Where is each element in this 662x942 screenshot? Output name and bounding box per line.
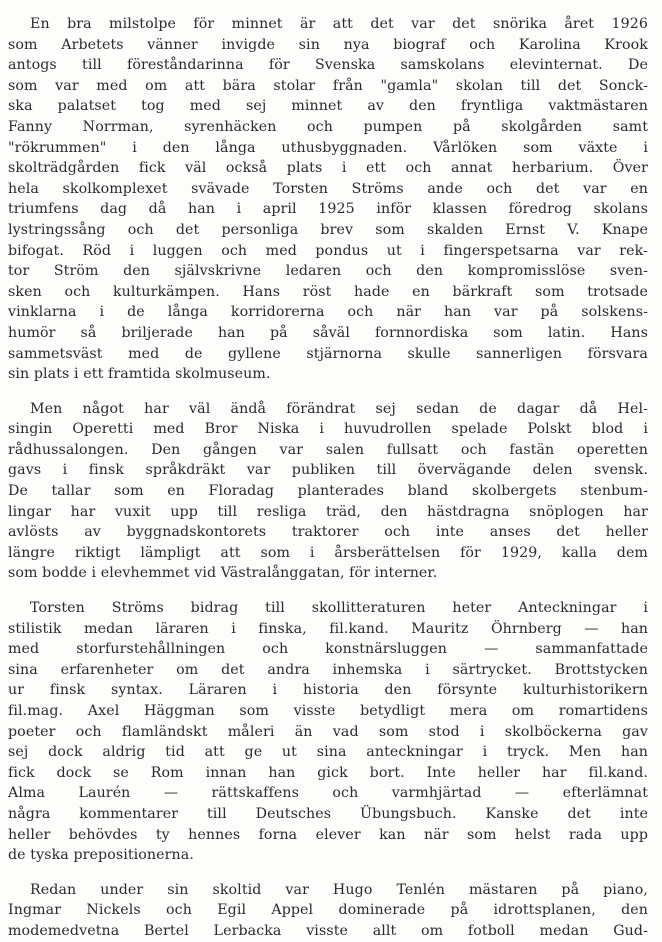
text-line: med storfurstehållningen och konstnärsluggen — sammanfattade [8,641,648,658]
paragraph-gap [8,584,648,598]
text-line: sin plats i ett framtida skolmuseum. [8,366,271,383]
text-line: fil.mag. Axel Häggman som visste betydligt mera om romartidens [8,703,648,719]
text-line: Redan under sin skoltid var Hugo Tenlén mästaren på piano, [30,881,648,898]
paragraph-2 [8,399,648,584]
text-line: några kommentarer till Deutsches Übungsbuch. Kanske det inte [8,805,648,822]
text-line: Men något har väl ändå förändrat sej sedan de dagar då Hel- [30,400,648,417]
text-line: bifogat. Röd i luggen och med pondus ut i fingerspetsarna var rek- [8,242,648,259]
paragraph-3 [8,598,648,866]
text-line: vinklarna i de långa korridorerna och när han var på solskens- [8,304,648,321]
paragraph-gap [8,385,648,399]
text-line: heller behövdes ty hennes forna elever kan när som helst rada upp [8,826,648,843]
text-line: som Arbetets vänner invigde sin nya biograf och Karolina Krook [8,36,648,53]
text-line: hela skolkomplexet svävade Torsten Ströms ande och det var en [8,180,648,197]
text-line: Torsten Ströms bidrag till skollitteraturen heter Anteckningar i [30,600,648,617]
text-line: skolträdgården fick väl också plats i ett och annat herbarium. Över [8,160,648,177]
text-line: rådhussalongen. Den gången var salen fullsatt och fastän operetten [8,441,648,458]
paragraph-gap [8,866,648,880]
text-line: fick dock se Rom innan han gick bort. Inte heller har fil.kand. [8,764,648,781]
text-line: triumfens dag då han i april 1925 inför klassen föredrog skolans [8,201,648,218]
text-line: som var med om att bära stolar från "gamla" skolan till det Sonck- [8,77,648,94]
text-line: längre riktigt lämpligt att som i årsberättelsen för 1929, kalla dem [8,544,648,561]
text-line: stilistik medan läraren i finska, fil.kand. Mauritz Öhrnberg — han [8,620,648,637]
text-line: som bodde i elevhemmet vid Västralånggatan, för interner. [8,565,438,582]
text-line: avlösts av byggnadskontorets traktorer och inte anses det heller [8,524,648,541]
text-line: Fanny Norrman, syrenhäcken och pumpen på skolgården samt [8,118,648,135]
text-line: modemedvetna Bertel Lerbacka visste allt om fotboll medan Gud- [8,922,648,939]
text-line: ur finsk syntax. Läraren i historia den försynte kulturhistorikern [8,682,648,699]
text-line: poeter och flamländskt måleri än vad som stod i skolböckerna gav [8,723,648,740]
text-line: sina erfarenheter om det andra inhemska i särtrycket. Brottstycken [8,661,648,678]
text-line: sammetsväst med de gyllene stjärnorna skulle sannerligen försvara [8,345,648,362]
text-line: lystringssång och det personliga brev som skalden Ernst V. Knape [8,221,648,238]
text-line: humör så briljerade han på såväl fornnordiska som latin. Hans [8,324,648,341]
text-line: tor Ström den självskrivne ledaren och den kompromisslöse sven- [8,263,648,280]
paragraph-1 [8,14,648,385]
text-line: Ingmar Nickels och Egil Appel dominerade på idrottsplanen, den [8,902,648,919]
text-line: ska palatset tog med sej minnet av den fryntliga vaktmästaren [8,98,648,115]
paragraph-4 [8,880,648,942]
text-line: sken och kulturkämpen. Hans röst hade en bärkraft som trotsade [8,283,648,300]
text-line: sej dock aldrig tid att ge ut sina anteckningar i tryck. Men han [8,744,648,761]
text-line: De tallar som en Floradag planterades bland skolbergets stenbum- [8,483,648,500]
text-line: singin Operetti med Bror Niska i huvudrollen spelade Polskt blod i [8,421,648,438]
text-line: de tyska prepositionerna. [8,847,194,864]
text-line: lingar har vuxit upp till resliga träd, den hästdragna snöplogen har [8,503,648,520]
text-line: En bra milstolpe för minnet är att det var det snörika året 1926 [30,16,648,32]
text-line: "rökrummen" i den långa uthusbyggnaden. Vårlöken som växte i [8,139,648,156]
text-line: antogs till föreståndarinna för Svenska samskolans elevinternat. De [8,57,648,74]
text-line: gavs i finsk språkdräkt var publiken till övervägande delen svensk. [8,462,648,479]
text-line: Alma Laurén — rättskaffens och varmhjärtad — efterlämnat [8,785,648,802]
